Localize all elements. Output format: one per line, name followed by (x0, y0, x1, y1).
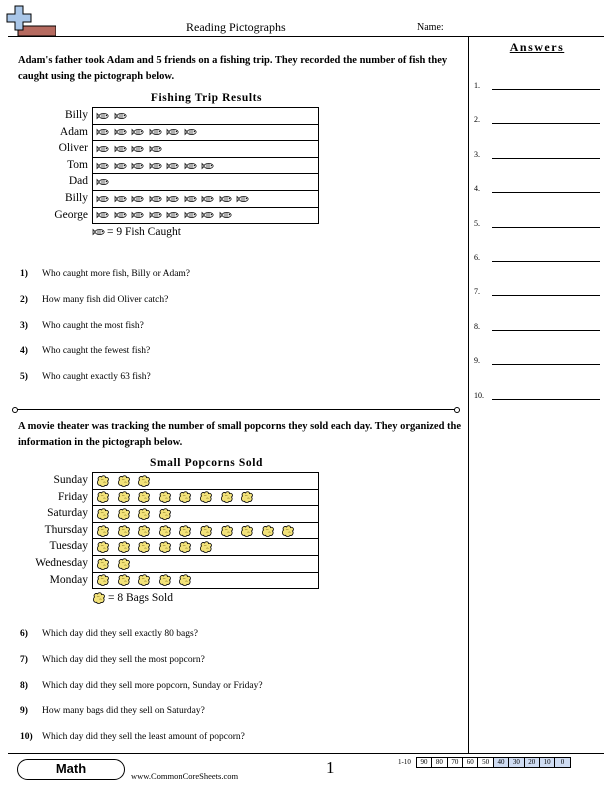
fish-icon (96, 195, 109, 203)
score-cell: 90 (416, 757, 432, 768)
category-label: George (54, 208, 88, 221)
question-number: 2) (20, 294, 28, 305)
popcorn-icon (117, 491, 131, 503)
fish-icon (149, 195, 162, 203)
question-text: Who caught exactly 63 fish? (42, 372, 151, 383)
fish-icon (114, 211, 127, 219)
fish-icon (184, 195, 197, 203)
popcorn-icon (96, 491, 110, 503)
pictograph-row (93, 539, 318, 556)
answer-blank[interactable] (492, 192, 600, 193)
popcorn-icon (96, 475, 110, 487)
popcorn-icon (158, 491, 172, 503)
fish-icon (114, 195, 127, 203)
page-number: 1 (326, 758, 335, 777)
question (20, 321, 144, 331)
score-scale (398, 757, 571, 768)
fish-icon (201, 162, 214, 170)
question (20, 629, 198, 639)
question (20, 706, 205, 716)
fish-icon (96, 145, 109, 153)
question-text: Who caught the fewest fish? (42, 346, 151, 357)
popcorn-icon (220, 525, 234, 537)
section-divider (16, 409, 456, 410)
answer-blank[interactable] (492, 295, 600, 296)
category-label: Tom (67, 158, 88, 171)
answer-blank[interactable] (492, 364, 600, 365)
pictograph-row (93, 573, 318, 590)
question (20, 346, 150, 356)
category-label: Sunday (53, 474, 88, 486)
score-cell: 80 (431, 757, 447, 768)
category-label: Billy (64, 109, 88, 121)
popcorn-icon (220, 491, 234, 503)
category-label: Adam (59, 125, 88, 138)
fish-icon (131, 128, 144, 136)
fish-icon (114, 112, 127, 120)
popcorn-icon (178, 574, 192, 586)
fish-icon (114, 145, 127, 153)
popcorn-icon (96, 574, 110, 586)
divider-dot-right (454, 407, 460, 413)
fish-icon (166, 195, 179, 203)
fish-icon (96, 128, 109, 136)
fish-icon (96, 211, 109, 219)
fish-icon (166, 128, 179, 136)
pictograph-row (93, 125, 318, 142)
answer-blank[interactable] (492, 227, 600, 228)
fish-icon (96, 178, 109, 186)
commoncoresheets-logo (4, 4, 56, 38)
answer-blank[interactable] (492, 89, 600, 90)
fish-icon (96, 162, 109, 170)
question-text: Who caught more fish, Billy or Adam? (42, 269, 191, 279)
answer-number: 8. (474, 321, 480, 331)
popcorn-icon (137, 508, 151, 520)
category-label: Dad (68, 175, 88, 188)
answer-blank[interactable] (492, 330, 600, 331)
score-scale-label: 1-10 (398, 758, 411, 766)
score-cell: 0 (554, 757, 570, 768)
answer-row (474, 353, 600, 367)
popcorn-icon (117, 508, 131, 520)
popcorn-icon (281, 525, 295, 537)
question (20, 269, 190, 279)
answer-row (474, 181, 600, 195)
fishing-key-text: = 9 Fish Caught (107, 226, 181, 238)
fish-icon (236, 195, 249, 203)
answer-number: 1. (474, 81, 480, 90)
answers-title: Answers (509, 40, 565, 54)
pictograph-grid (92, 107, 319, 224)
name-label: Name: (417, 22, 444, 33)
fish-icon (219, 211, 232, 219)
pictograph-row (93, 523, 318, 540)
category-label: Billy (64, 192, 88, 204)
fish-icon (96, 112, 109, 120)
answer-row (474, 284, 600, 298)
question-text: How many fish did Oliver catch? (42, 294, 169, 305)
fish-icon (184, 211, 197, 219)
question-text: Which day did they sell more popcorn, Sunday or Friday? (42, 680, 263, 691)
section2-intro: A movie theater was tracking the number of small popcorns they sold each day. They organized the information in the pictograph below. (18, 421, 462, 448)
popcorn-icon (117, 475, 131, 487)
answer-blank[interactable] (492, 399, 600, 400)
popcorn-icon (158, 525, 172, 537)
category-label: Monday (49, 573, 88, 586)
fish-icon (149, 128, 162, 136)
popcorn-icon (158, 574, 172, 586)
answer-row (474, 250, 600, 264)
category-label: Oliver (58, 142, 88, 155)
fish-icon (131, 145, 144, 153)
pictograph-row (93, 208, 318, 225)
popcorn-icon (96, 541, 110, 553)
answer-row (474, 112, 600, 126)
popcorn-icon (117, 574, 131, 586)
question (20, 681, 263, 691)
answer-row (474, 319, 600, 333)
question-number: 6) (20, 629, 28, 639)
popcorn-icon (178, 525, 192, 537)
question-number: 4) (20, 346, 28, 357)
pictograph-row (93, 556, 318, 573)
popcorn-icon (96, 525, 110, 537)
score-cell: 40 (493, 757, 509, 768)
popcorn-icon (240, 525, 254, 537)
fish-icon (149, 162, 162, 170)
fish-icon (184, 162, 197, 170)
popcorn-icon (117, 525, 131, 537)
section1-intro: Adam's father took Adam and 5 friends on a fishing trip. They recorded the number of fish they caught using the pictograph below. (18, 55, 448, 82)
pictograph-row (93, 473, 318, 490)
popcorn-key (92, 592, 173, 604)
answer-number: 7. (474, 287, 480, 297)
question-text: Which day did they sell the most popcorn? (42, 654, 205, 665)
pictograph-row (93, 108, 318, 125)
question (20, 655, 205, 665)
popcorn-icon (117, 541, 131, 553)
fish-icon (219, 195, 232, 203)
popcorn-icon (96, 558, 110, 570)
popcorn-icon (92, 592, 106, 604)
question-number: 8) (20, 680, 28, 691)
score-cell: 60 (462, 757, 478, 768)
divider-dot-left (12, 407, 18, 413)
popcorn-icon (240, 491, 254, 503)
question-number: 7) (20, 654, 28, 665)
popcorn-icon (199, 491, 213, 503)
popcorn-icon (117, 558, 131, 570)
popcorn-icon (137, 541, 151, 553)
category-label: Saturday (47, 507, 88, 520)
question-number: 9) (20, 706, 28, 717)
answer-row (474, 216, 600, 230)
question-text: How many bags did they sell on Saturday? (42, 706, 205, 717)
popcorn-icon (199, 525, 213, 537)
subject-badge: Math (17, 759, 125, 780)
answer-row (474, 388, 600, 402)
answer-number: 10. (474, 390, 484, 400)
fish-icon (149, 145, 162, 153)
answer-blank[interactable] (492, 261, 600, 262)
question-number: 5) (20, 372, 28, 383)
fish-icon (114, 128, 127, 136)
score-cell: 30 (508, 757, 524, 768)
fish-icon (166, 211, 179, 219)
pictograph-row (93, 191, 318, 208)
score-cell: 50 (477, 757, 493, 768)
pictograph-row (93, 490, 318, 507)
question-text: Which day did they sell exactly 80 bags? (42, 629, 198, 639)
header-divider (8, 36, 604, 37)
answer-blank[interactable] (492, 158, 600, 159)
popcorn-icon (178, 491, 192, 503)
fish-icon (201, 195, 214, 203)
worksheet-title: Reading Pictographs (186, 20, 286, 34)
question (20, 732, 245, 742)
question-number: 1) (20, 269, 28, 279)
fish-icon (131, 195, 144, 203)
score-cell: 10 (539, 757, 555, 768)
fish-icon (166, 162, 179, 170)
score-cell: 20 (524, 757, 540, 768)
fish-icon (92, 228, 105, 236)
popcorn-icon (137, 491, 151, 503)
answer-row (474, 147, 600, 161)
question-text: Who caught the most fish? (42, 320, 144, 331)
website-url: www.CommonCoreSheets.com (131, 771, 239, 781)
question (20, 372, 151, 382)
pictograph-grid (92, 472, 319, 589)
answer-number: 2. (474, 115, 480, 125)
fish-icon (131, 162, 144, 170)
answer-column-divider (468, 36, 469, 753)
fish-icon (184, 128, 197, 136)
fish-icon (131, 211, 144, 219)
footer-divider (8, 753, 604, 754)
popcorn-icon (137, 475, 151, 487)
pictograph-row (93, 506, 318, 523)
question-number: 3) (20, 320, 28, 331)
fishing-key (92, 226, 181, 238)
question (20, 295, 168, 305)
answer-number: 4. (474, 184, 480, 194)
question-text: Which day did they sell the least amount of popcorn? (42, 732, 245, 743)
pictograph-row (93, 174, 318, 191)
answer-number: 6. (474, 253, 480, 262)
answer-number: 9. (474, 356, 480, 366)
popcorn-key-text: = 8 Bags Sold (108, 592, 173, 604)
category-label: Thursday (44, 523, 88, 536)
category-label: Wednesday (35, 557, 88, 569)
category-label: Tuesday (49, 540, 88, 553)
fish-icon (149, 211, 162, 219)
answer-number: 5. (474, 218, 480, 228)
popcorn-icon (96, 508, 110, 520)
popcorn-icon (178, 541, 192, 553)
popcorn-icon (158, 508, 172, 520)
popcorn-icon (137, 525, 151, 537)
answer-row (474, 78, 600, 92)
fish-icon (201, 211, 214, 219)
popcorn-icon (158, 541, 172, 553)
pictograph-row (93, 158, 318, 175)
answer-number: 3. (474, 149, 480, 159)
category-label: Friday (57, 490, 88, 503)
pictograph-row (93, 141, 318, 158)
popcorn-icon (261, 525, 275, 537)
fishing-chart-title: Fishing Trip Results (150, 92, 263, 104)
popcorn-icon (137, 574, 151, 586)
popcorn-icon (199, 541, 213, 553)
score-cell: 70 (447, 757, 463, 768)
fish-icon (114, 162, 127, 170)
popcorn-chart-title: Small Popcorns Sold (149, 457, 263, 469)
answer-blank[interactable] (492, 123, 600, 124)
question-number: 10) (20, 732, 33, 743)
